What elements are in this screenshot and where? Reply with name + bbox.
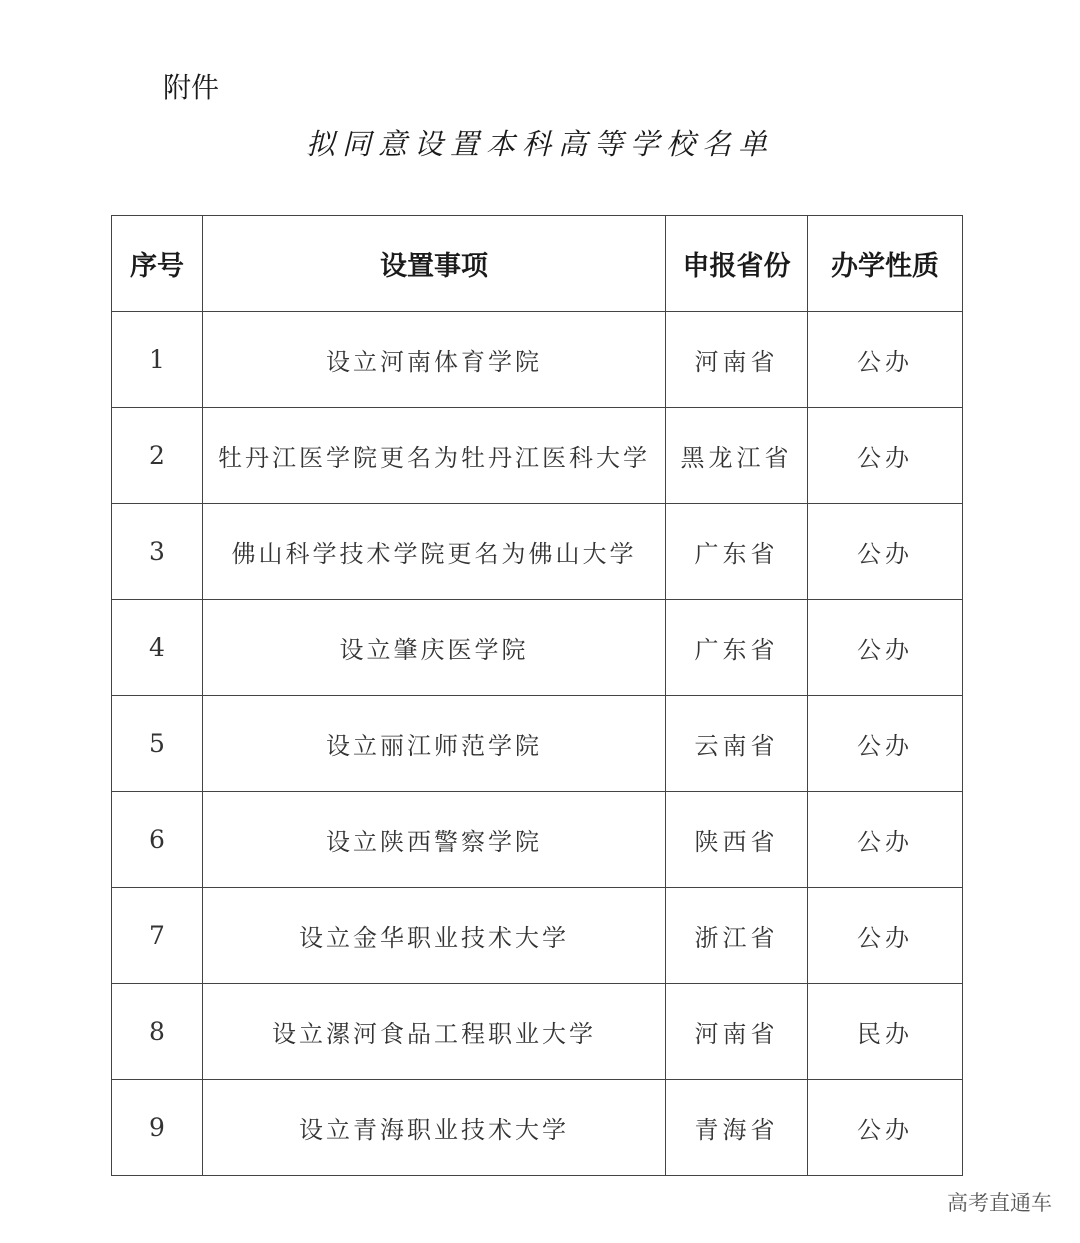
cell-item: 牡丹江医学院更名为牡丹江医科大学: [203, 408, 666, 504]
table-row: [112, 312, 963, 408]
cell-province: 河南省: [666, 312, 808, 408]
cell-school-type: 公办: [808, 792, 963, 888]
cell-school-type: 公办: [808, 312, 963, 408]
cell-province: 云南省: [666, 696, 808, 792]
cell-province: 青海省: [666, 1080, 808, 1176]
table-row: [112, 696, 963, 792]
table-row: [112, 504, 963, 600]
document-title: 拟同意设置本科高等学校名单: [305, 127, 774, 161]
cell-serial-number: 5: [112, 696, 203, 792]
cell-province: 广东省: [666, 600, 808, 696]
cell-serial-number: 3: [112, 504, 203, 600]
cell-province: 河南省: [666, 984, 808, 1080]
cell-serial-number: 4: [112, 600, 203, 696]
cell-item: 设立丽江师范学院: [203, 696, 666, 792]
cell-item: 设立陕西警察学院: [203, 792, 666, 888]
cell-province: 广东省: [666, 504, 808, 600]
cell-school-type: 公办: [808, 504, 963, 600]
table-header-row: [112, 216, 963, 312]
cell-school-type: 公办: [808, 1080, 963, 1176]
source-watermark: 高考直通车: [947, 1191, 1052, 1215]
cell-serial-number: 9: [112, 1080, 203, 1176]
table-row: [112, 888, 963, 984]
cell-serial-number: 6: [112, 792, 203, 888]
cell-serial-number: 8: [112, 984, 203, 1080]
cell-province: 浙江省: [666, 888, 808, 984]
cell-province: 陕西省: [666, 792, 808, 888]
cell-item: 设立肇庆医学院: [203, 600, 666, 696]
attachment-label: 附件: [163, 71, 220, 104]
cell-item: 设立青海职业技术大学: [203, 1080, 666, 1176]
cell-province: 黑龙江省: [666, 408, 808, 504]
university-list-table: [111, 215, 963, 1176]
cell-item: 设立河南体育学院: [203, 312, 666, 408]
cell-school-type: 公办: [808, 600, 963, 696]
cell-serial-number: 7: [112, 888, 203, 984]
table-row: [112, 600, 963, 696]
header-item: 设置事项: [203, 216, 666, 312]
cell-school-type: 公办: [808, 408, 963, 504]
table-row: [112, 792, 963, 888]
cell-item: 设立漯河食品工程职业大学: [203, 984, 666, 1080]
cell-school-type: 民办: [808, 984, 963, 1080]
table-row: [112, 1080, 963, 1176]
header-school-type: 办学性质: [808, 216, 963, 312]
table-row: [112, 408, 963, 504]
cell-item: 佛山科学技术学院更名为佛山大学: [203, 504, 666, 600]
cell-school-type: 公办: [808, 696, 963, 792]
cell-item: 设立金华职业技术大学: [203, 888, 666, 984]
cell-school-type: 公办: [808, 888, 963, 984]
header-province: 申报省份: [666, 216, 808, 312]
cell-serial-number: 1: [112, 312, 203, 408]
header-serial-number: 序号: [112, 216, 203, 312]
table-row: [112, 984, 963, 1080]
cell-serial-number: 2: [112, 408, 203, 504]
